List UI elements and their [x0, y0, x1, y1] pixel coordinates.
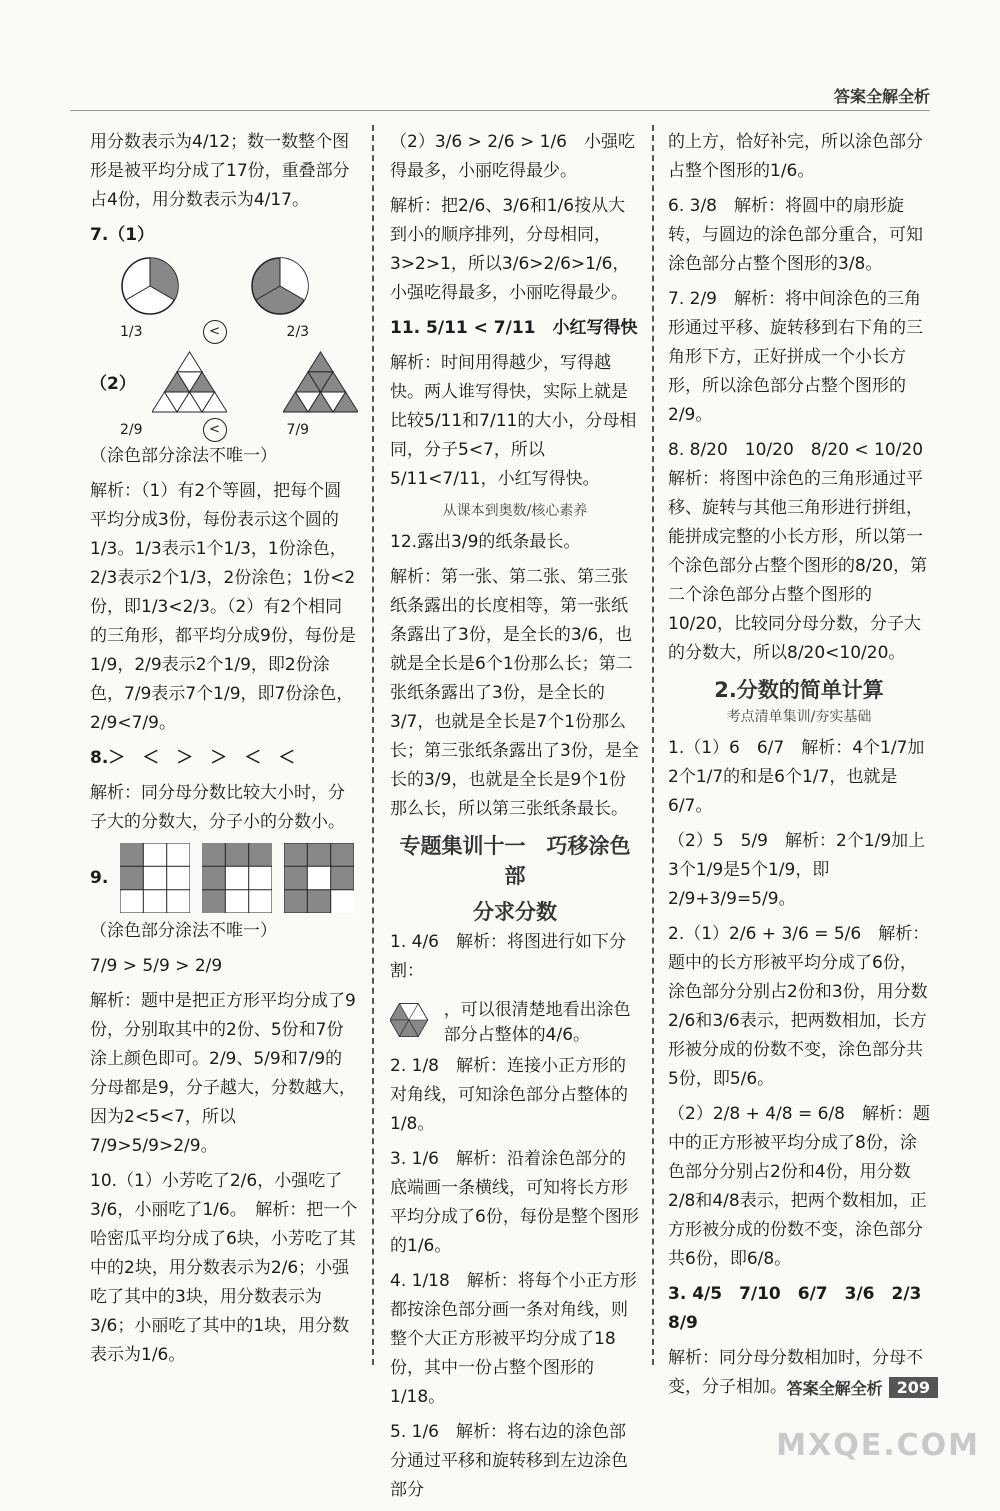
- triangle-seven-ninths-icon: [283, 348, 358, 414]
- question-11: 11. 5/11 < 7/11 小红写得快: [390, 318, 638, 338]
- topic-answer-4: 4. 1/18 解析：将每个小正方形都按涂色部分画一条对角线，则整个大正方形被平均分成了18份，其中一份占整个图形的1/18。: [390, 1271, 637, 1407]
- topic-answer-7: 7. 2/9 解析：将中间涂色的三角形通过平移、旋转移到右下角的三角形下方，正好拼成一个小长方形，所以涂色部分占整个图形的2/9。: [668, 289, 923, 425]
- column-1: [90, 128, 358, 1376]
- section-subheading: 从课本到奥数/核心素养: [442, 503, 588, 519]
- answer-text: 的上方，恰好补完，所以涂色部分占整个图形的1/6。: [668, 132, 923, 181]
- column-divider-left: [372, 125, 374, 1365]
- fraction-right: 7/9: [286, 422, 310, 438]
- calc-answer-1-2: （2）5 5/9 解析：2个1/9加上3个1/9是5个1/9，即2/9+3/9=5/9。: [668, 831, 926, 909]
- grid-figures: [90, 843, 358, 913]
- calc-answer-2-2: （2）2/8 + 4/8 = 6/8 解析：题中的正方形被平均分成了8份，涂色部分分别占2份和4份，用分数2/8和4/8表示，把两个数相加，正方形被分成的份数不变，涂色部分共6份，即6/8。: [668, 1104, 930, 1269]
- circle-one-third-icon: [120, 256, 180, 316]
- circle-two-thirds-icon: [250, 256, 310, 316]
- page-number: 209: [889, 1377, 938, 1398]
- comparison-text: 7/9 > 5/9 > 2/9: [90, 956, 223, 976]
- column-2: [390, 128, 640, 1511]
- answer-text: 用分数表示为4/12；数一数整个图形是被平均分成了17份，重叠部分占4份，用分数表示为4/17。: [90, 132, 350, 210]
- topic-answer-3: 3. 1/6 解析：沿着涂色部分的底端画一条横线，可知将长方形平均分成了6份，每份是整个图形的1/6。: [390, 1149, 639, 1256]
- topic-heading-cont: 分求分数: [473, 900, 557, 924]
- answer-text: （2）3/6 > 2/6 > 1/6 小强吃得最多，小丽吃得最少。: [390, 132, 635, 181]
- question-12: 12.露出3/9的纸条最长。: [390, 532, 581, 552]
- question-9-label: 9.: [90, 868, 109, 888]
- subquestion-label: （2）: [90, 373, 136, 394]
- topic-heading: 专题集训十一 巧移涂色部: [399, 834, 631, 888]
- explanation-text: 解析：同分母分数相加时，分母不变，分子相加。: [668, 1348, 923, 1397]
- section-heading: 2.分数的简单计算: [714, 678, 884, 702]
- question-7-label: 7.（1）: [90, 225, 155, 245]
- triangle-comparison: [90, 418, 358, 442]
- hexagon-figure: [390, 992, 640, 1048]
- triangle-figures: [90, 348, 358, 414]
- question-8: 8.＞ ＜ ＞ ＞ ＜ ＜: [90, 748, 296, 768]
- topic-answer-8: 8. 8/20 10/20 8/20 < 10/20 解析：将图中涂色的三角形通过平移、旋转与其他三角形进行拼组，能拼成完整的小长方形，所以第一个涂色部分占整个图形的8/20，第二个涂色部分占整个图形的10/20，比较同分母分数，分子大的分数大，所以8/20<10/20。: [668, 440, 941, 663]
- answer-text: ，可以很清楚地看出涂色部分占整体的4/6。: [443, 1000, 631, 1045]
- explanation-text: 解析：同分母分数比较大小时，分子大的分数大，分子小的分数小。: [90, 783, 345, 832]
- topic-answer-6: 6. 3/8 解析：将圆中的扇形旋转，与圆边的涂色部分重合，可知涂色部分占整个图形的3/8。: [668, 196, 923, 274]
- explanation-text: 解析：把2/6、3/6和1/6按从大到小的顺序排列，分母相同，3>2>1，所以3/6>2/6>1/6，小强吃得最多，小丽吃得最少。: [390, 196, 630, 303]
- explanation-text: 解析：题中是把正方形平均分成了9份，分别取其中的2份、5份和7份涂上颜色即可。2/9、5/9和7/9的分母都是9，分子越大，分数越大，因为2<5<7，所以7/9>5/9>2/9。: [90, 991, 356, 1156]
- compare-sign: <: [203, 418, 227, 442]
- page-footer: [787, 1376, 938, 1399]
- watermark: MXQE.COM: [776, 1428, 980, 1463]
- topic-answer-1: 1. 4/6 解析：将图进行如下分割：: [390, 932, 626, 981]
- fraction-left: 2/9: [120, 422, 143, 438]
- calc-answer-3: 3. 4/5 7/10 6/7 3/6 2/3 8/9: [668, 1284, 939, 1333]
- fraction-left: 1/3: [120, 324, 143, 340]
- topic-answer-2: 2. 1/8 解析：连接小正方形的对角线，可知涂色部分占整体的1/8。: [390, 1056, 628, 1134]
- column-3: [668, 128, 941, 1408]
- section-subheading: 考点清单集训/夯实基础: [726, 709, 872, 725]
- grid-seven-ninths-icon: [284, 843, 354, 913]
- compare-sign: <: [203, 320, 227, 344]
- grid-five-ninths-icon: [202, 843, 272, 913]
- topic-answer-5: 5. 1/6 解析：将右边的涂色部分通过平移和旋转移到左边涂色部分: [390, 1422, 628, 1500]
- note-text: （涂色部分涂法不唯一）: [90, 921, 277, 941]
- triangle-two-ninths-icon: [152, 348, 227, 414]
- explanation-text: 解析：（1）有2个等圆，把每个圆平均分成3份，每份表示这个圆的1/3。1/3表示1个1/3，1份涂色，2/3表示2个1/3，2份涂色；1份<2份，即1/3<2/3。（2）有2个相同的三角形，都平均分成9份，每份是1/9，2/9表示2个1/9，即2份涂色，7/9表示7个1/9，即7份涂色，2/9<7/9。: [90, 481, 356, 733]
- calc-answer-2: 2.（1）2/6 + 3/6 = 5/6 解析：题中的长方形被平均分成了6份，涂色部分分别占2份和3份，用分数2/6和3/6表示，把两数相加，长方形被分成的份数不变，涂色部分共5份，即5/6。: [668, 924, 930, 1089]
- header-rule: [70, 110, 930, 111]
- hexagon-icon: [390, 992, 428, 1048]
- page-header: 答案全解全析: [833, 87, 930, 106]
- calc-answer-1: 1.（1）6 6/7 解析：4个1/7加2个1/7的和是6个1/7，也就是6/7。: [668, 738, 925, 816]
- circle-comparison: [90, 320, 358, 344]
- grid-two-ninths-icon: [120, 843, 190, 913]
- circle-figures: [90, 256, 358, 316]
- column-divider-right: [652, 125, 654, 1365]
- note-text: （涂色部分涂法不唯一）: [90, 446, 277, 466]
- question-10: 10.（1）小芳吃了2/6，小强吃了3/6，小丽吃了1/6。 解析：把一个哈密瓜平均分成了6块，小芳吃了其中的2块，用分数表示为2/6；小强吃了其中的3块，用分数表示为3/6；小丽吃了其中的1块，用分数表示为1/6。: [90, 1171, 358, 1365]
- fraction-right: 2/3: [286, 324, 310, 340]
- footer-label: 答案全解全析: [786, 1379, 883, 1398]
- explanation-text: 解析：第一张、第二张、第三张纸条露出的长度相等，第一张纸条露出了3份，是全长的3/6，也就是全长是6个1份那么长；第二张纸条露出了3份，是全长的3/7，也就是全长是7个1份那么长；第三张纸条露出了3份，是全长的3/9，也就是全长是9个1份那么长，所以第三张纸条最长。: [390, 567, 639, 819]
- explanation-text: 解析：时间用得越少，写得越快。两人谁写得快，实际上就是比较5/11和7/11的大小，分母相同，分子5<7，所以5/11<7/11，小红写得快。: [390, 353, 637, 489]
